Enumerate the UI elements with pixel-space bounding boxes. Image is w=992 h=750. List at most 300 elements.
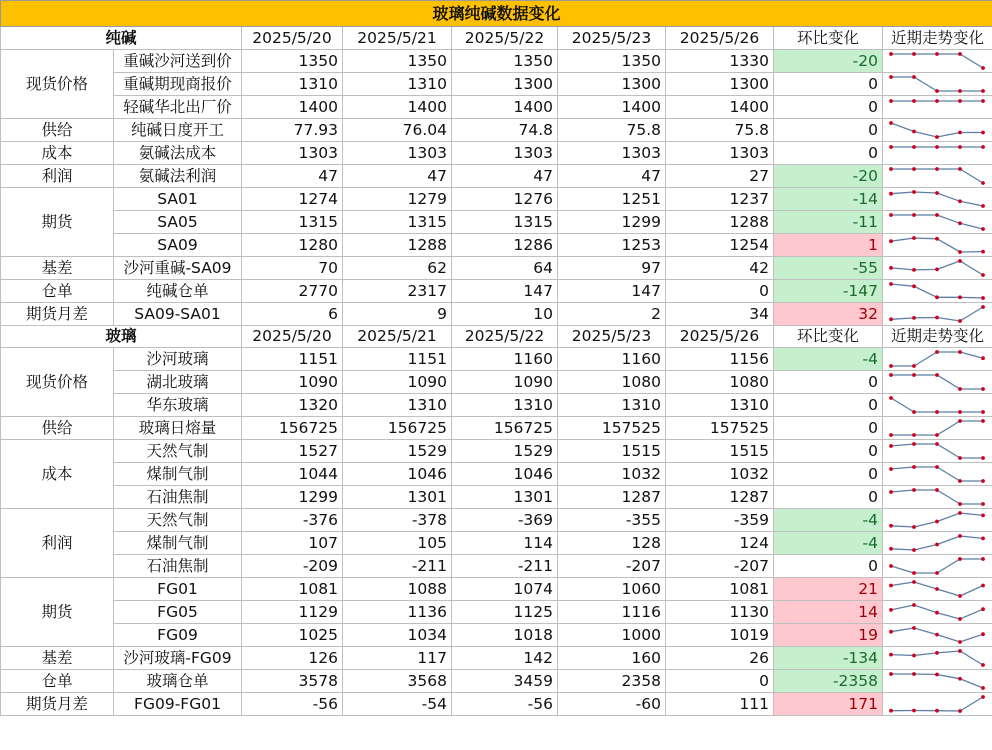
table-row bbox=[1, 440, 992, 463]
sparkline-line bbox=[891, 467, 983, 481]
sparkline-point bbox=[912, 190, 916, 194]
value-cell: 1080 bbox=[558, 371, 666, 394]
sparkline-point bbox=[889, 467, 893, 471]
category-label: 基差 bbox=[1, 256, 114, 279]
value-cell: 114 bbox=[452, 532, 558, 555]
value-cell: 27 bbox=[666, 164, 774, 187]
sparkline-point bbox=[958, 199, 962, 203]
value-cell: 1060 bbox=[558, 578, 666, 601]
category-label: 期货月差 bbox=[1, 302, 114, 325]
value-cell: -359 bbox=[666, 509, 774, 532]
value-cell: 62 bbox=[343, 256, 452, 279]
value-cell: 1130 bbox=[666, 601, 774, 624]
table-row bbox=[1, 72, 992, 95]
sparkline-point bbox=[958, 250, 962, 254]
category-label: 期货 bbox=[1, 578, 114, 647]
value-cell: 1300 bbox=[666, 72, 774, 95]
trend-sparkline bbox=[883, 440, 991, 462]
sparkline-line bbox=[891, 215, 983, 229]
change-cell: 32 bbox=[774, 302, 883, 325]
change-cell: -20 bbox=[774, 164, 883, 187]
value-cell: 9 bbox=[343, 302, 452, 325]
trend-sparkline-cell bbox=[883, 72, 992, 95]
sparkline-point bbox=[935, 99, 939, 103]
value-cell: 1301 bbox=[343, 486, 452, 509]
value-cell: 1160 bbox=[558, 348, 666, 371]
value-cell: 160 bbox=[558, 647, 666, 670]
value-cell: 1303 bbox=[666, 141, 774, 164]
value-cell: 1303 bbox=[242, 141, 343, 164]
table-row bbox=[1, 256, 992, 279]
table-row bbox=[1, 486, 992, 509]
change-cell: -11 bbox=[774, 210, 883, 233]
value-cell: -211 bbox=[343, 555, 452, 578]
value-cell: 1350 bbox=[343, 49, 452, 72]
trend-sparkline-cell bbox=[883, 463, 992, 486]
value-cell: 1310 bbox=[666, 394, 774, 417]
sparkline-point bbox=[912, 75, 916, 79]
trend-sparkline-cell bbox=[883, 141, 992, 164]
sparkline-point bbox=[912, 525, 916, 529]
sparkline-point bbox=[912, 465, 916, 469]
sparkline-point bbox=[912, 129, 916, 133]
sparkline-line bbox=[891, 559, 983, 573]
sparkline-point bbox=[912, 571, 916, 575]
sparkline-point bbox=[958, 167, 962, 171]
trend-sparkline-cell bbox=[883, 486, 992, 509]
change-cell: 0 bbox=[774, 555, 883, 578]
sparkline-point bbox=[981, 607, 985, 611]
value-cell: 1310 bbox=[343, 72, 452, 95]
trend-sparkline-cell bbox=[883, 118, 992, 141]
sparkline-point bbox=[935, 410, 939, 414]
sparkline-point bbox=[912, 672, 916, 676]
sparkline-line bbox=[891, 398, 983, 412]
sparkline-point bbox=[958, 259, 962, 263]
item-label: 湖北玻璃 bbox=[114, 371, 242, 394]
sparkline-line bbox=[891, 77, 983, 91]
value-cell: 1287 bbox=[558, 486, 666, 509]
sparkline-point bbox=[935, 433, 939, 437]
sparkline-point bbox=[981, 249, 985, 253]
category-label: 供给 bbox=[1, 118, 114, 141]
value-cell: 1529 bbox=[343, 440, 452, 463]
sparkline-point bbox=[912, 580, 916, 584]
trend-sparkline-cell bbox=[883, 164, 992, 187]
value-cell: 111 bbox=[666, 693, 774, 716]
change-cell: -14 bbox=[774, 187, 883, 210]
value-cell: 97 bbox=[558, 256, 666, 279]
trend-sparkline bbox=[883, 624, 991, 646]
value-cell: 6 bbox=[242, 302, 343, 325]
table-row bbox=[1, 532, 992, 555]
value-cell: 147 bbox=[558, 279, 666, 302]
value-cell: 1088 bbox=[343, 578, 452, 601]
sparkline-point bbox=[912, 548, 916, 552]
sparkline-point bbox=[889, 396, 893, 400]
sparkline-point bbox=[981, 686, 985, 690]
sparkline-point bbox=[889, 213, 893, 217]
trend-sparkline-cell bbox=[883, 647, 992, 670]
item-label: FG09 bbox=[114, 624, 242, 647]
item-label: 纯碱仓单 bbox=[114, 279, 242, 302]
change-cell: 0 bbox=[774, 118, 883, 141]
sparkline-point bbox=[912, 99, 916, 103]
trend-sparkline-cell bbox=[883, 693, 992, 716]
value-cell: 10 bbox=[452, 302, 558, 325]
sparkline-point bbox=[981, 557, 985, 561]
item-label: 重碱沙河送到价 bbox=[114, 49, 242, 72]
category-label: 仓单 bbox=[1, 279, 114, 302]
sparkline-point bbox=[981, 456, 985, 460]
sparkline-point bbox=[889, 364, 893, 368]
sparkline-point bbox=[912, 284, 916, 288]
sparkline-point bbox=[935, 236, 939, 240]
sparkline-point bbox=[935, 611, 939, 615]
value-cell: 1276 bbox=[452, 187, 558, 210]
trend-sparkline bbox=[883, 303, 991, 325]
value-cell: -355 bbox=[558, 509, 666, 532]
sparkline-point bbox=[912, 603, 916, 607]
sparkline-point bbox=[958, 649, 962, 653]
change-cell: 0 bbox=[774, 141, 883, 164]
sparkline-point bbox=[981, 632, 985, 636]
sparkline-point bbox=[889, 672, 893, 676]
change-cell: 0 bbox=[774, 394, 883, 417]
value-cell: 3459 bbox=[452, 670, 558, 693]
sparkline-point bbox=[981, 537, 985, 541]
value-cell: 156725 bbox=[343, 417, 452, 440]
table-row bbox=[1, 578, 992, 601]
trend-sparkline bbox=[883, 96, 991, 118]
item-label: 煤制气制 bbox=[114, 532, 242, 555]
trend-sparkline bbox=[883, 73, 991, 95]
table-row bbox=[1, 670, 992, 693]
value-cell: 2358 bbox=[558, 670, 666, 693]
value-cell: 1350 bbox=[452, 49, 558, 72]
sparkline-point bbox=[889, 99, 893, 103]
value-cell: 75.8 bbox=[666, 118, 774, 141]
sparkline-point bbox=[889, 191, 893, 195]
sparkline-point bbox=[981, 514, 985, 518]
value-cell: 1400 bbox=[558, 95, 666, 118]
sparkline-point bbox=[935, 633, 939, 637]
change-cell: -55 bbox=[774, 256, 883, 279]
value-cell: 1301 bbox=[452, 486, 558, 509]
table-row bbox=[1, 647, 992, 670]
trend-sparkline-cell bbox=[883, 279, 992, 302]
value-cell: 2770 bbox=[242, 279, 343, 302]
sparkline-point bbox=[935, 52, 939, 56]
sparkline-point bbox=[889, 282, 893, 286]
value-cell: 1515 bbox=[666, 440, 774, 463]
trend-sparkline-cell bbox=[883, 532, 992, 555]
sparkline-point bbox=[935, 673, 939, 677]
sparkline-point bbox=[981, 89, 985, 93]
table-row bbox=[1, 463, 992, 486]
trend-sparkline bbox=[883, 234, 991, 256]
sparkline-point bbox=[889, 709, 893, 713]
sparkline-point bbox=[981, 695, 985, 699]
value-cell: 1303 bbox=[452, 141, 558, 164]
value-cell: 117 bbox=[343, 647, 452, 670]
sparkline-point bbox=[958, 511, 962, 515]
sparkline-point bbox=[958, 350, 962, 354]
value-cell: 156725 bbox=[242, 417, 343, 440]
value-cell: 1515 bbox=[558, 440, 666, 463]
change-cell: 0 bbox=[774, 72, 883, 95]
trend-sparkline bbox=[883, 257, 991, 279]
sparkline-point bbox=[935, 709, 939, 713]
value-cell: 1288 bbox=[343, 233, 452, 256]
value-cell: 47 bbox=[558, 164, 666, 187]
value-cell: 157525 bbox=[666, 417, 774, 440]
sparkline-point bbox=[981, 584, 985, 588]
value-cell: -378 bbox=[343, 509, 452, 532]
value-cell: 1287 bbox=[666, 486, 774, 509]
item-label: 重碱期现商报价 bbox=[114, 72, 242, 95]
date-header: 2025/5/26 bbox=[666, 27, 774, 50]
sparkline-point bbox=[912, 145, 916, 149]
date-header: 2025/5/22 bbox=[452, 27, 558, 50]
change-cell: -147 bbox=[774, 279, 883, 302]
sparkline-line bbox=[891, 375, 983, 389]
value-cell: -60 bbox=[558, 693, 666, 716]
sparkline-point bbox=[889, 266, 893, 270]
value-cell: 74.8 bbox=[452, 118, 558, 141]
sparkline-point bbox=[935, 213, 939, 217]
category-label: 期货 bbox=[1, 187, 114, 256]
trend-sparkline-cell bbox=[883, 187, 992, 210]
value-cell: 1400 bbox=[452, 95, 558, 118]
change-cell: 0 bbox=[774, 440, 883, 463]
value-cell: 1315 bbox=[242, 210, 343, 233]
change-cell: 14 bbox=[774, 601, 883, 624]
value-cell: 1253 bbox=[558, 233, 666, 256]
title-row bbox=[1, 1, 992, 27]
sparkline-point bbox=[958, 410, 962, 414]
value-cell: 3578 bbox=[242, 670, 343, 693]
value-cell: 1400 bbox=[242, 95, 343, 118]
change-cell: 21 bbox=[774, 578, 883, 601]
trend-sparkline bbox=[883, 670, 991, 692]
value-cell: 1400 bbox=[343, 95, 452, 118]
change-cell: -4 bbox=[774, 509, 883, 532]
sparkline-line bbox=[891, 444, 983, 458]
value-cell: 26 bbox=[666, 647, 774, 670]
date-header: 2025/5/23 bbox=[558, 325, 666, 348]
item-label: 天然气制 bbox=[114, 440, 242, 463]
sparkline-point bbox=[912, 433, 916, 437]
table-row bbox=[1, 624, 992, 647]
trend-sparkline-cell bbox=[883, 394, 992, 417]
value-cell: 1151 bbox=[343, 348, 452, 371]
trend-sparkline-cell bbox=[883, 624, 992, 647]
change-header: 环比变化 bbox=[774, 27, 883, 50]
sparkline-point bbox=[958, 319, 962, 323]
table-row bbox=[1, 693, 992, 716]
sparkline-point bbox=[889, 121, 893, 125]
sparkline-point bbox=[958, 594, 962, 598]
sparkline-point bbox=[889, 52, 893, 56]
sparkline-line bbox=[891, 54, 983, 68]
sparkline-point bbox=[912, 364, 916, 368]
date-header: 2025/5/21 bbox=[343, 325, 452, 348]
trend-sparkline-cell bbox=[883, 440, 992, 463]
trend-sparkline-cell bbox=[883, 210, 992, 233]
sparkline-point bbox=[981, 227, 985, 231]
value-cell: 147 bbox=[452, 279, 558, 302]
change-cell: 19 bbox=[774, 624, 883, 647]
sparkline-point bbox=[958, 617, 962, 621]
sparkline-point bbox=[958, 387, 962, 391]
value-cell: 70 bbox=[242, 256, 343, 279]
sparkline-point bbox=[889, 608, 893, 612]
sparkline-point bbox=[935, 488, 939, 492]
trend-header: 近期走势变化 bbox=[883, 325, 992, 348]
change-cell: 171 bbox=[774, 693, 883, 716]
item-label: 天然气制 bbox=[114, 509, 242, 532]
table-row bbox=[1, 279, 992, 302]
value-cell: -209 bbox=[242, 555, 343, 578]
sparkline-point bbox=[958, 456, 962, 460]
table-row bbox=[1, 118, 992, 141]
trend-sparkline-cell bbox=[883, 233, 992, 256]
item-label: SA05 bbox=[114, 210, 242, 233]
value-cell: 47 bbox=[242, 164, 343, 187]
sparkline-point bbox=[912, 626, 916, 630]
sheet-title: 玻璃纯碱数据变化 bbox=[1, 1, 992, 27]
section-title: 纯碱 bbox=[1, 27, 242, 50]
item-label: 玻璃日熔量 bbox=[114, 417, 242, 440]
trend-sparkline-cell bbox=[883, 348, 992, 371]
sparkline-point bbox=[981, 502, 985, 506]
value-cell: 77.93 bbox=[242, 118, 343, 141]
table-row bbox=[1, 95, 992, 118]
trend-sparkline bbox=[883, 188, 991, 210]
trend-sparkline-cell bbox=[883, 371, 992, 394]
value-cell: 1034 bbox=[343, 624, 452, 647]
item-label: SA09 bbox=[114, 233, 242, 256]
item-label: 玻璃仓单 bbox=[114, 670, 242, 693]
sparkline-point bbox=[981, 181, 985, 185]
value-cell: 1025 bbox=[242, 624, 343, 647]
value-cell: 47 bbox=[452, 164, 558, 187]
category-label: 供给 bbox=[1, 417, 114, 440]
value-cell: 1129 bbox=[242, 601, 343, 624]
value-cell: 1046 bbox=[343, 463, 452, 486]
sparkline-point bbox=[912, 373, 916, 377]
value-cell: 1303 bbox=[343, 141, 452, 164]
date-header: 2025/5/21 bbox=[343, 27, 452, 50]
value-cell: 1251 bbox=[558, 187, 666, 210]
value-cell: 1125 bbox=[452, 601, 558, 624]
sparkline-point bbox=[935, 543, 939, 547]
table-row bbox=[1, 371, 992, 394]
sparkline-point bbox=[889, 239, 893, 243]
value-cell: 1116 bbox=[558, 601, 666, 624]
sparkline-point bbox=[958, 221, 962, 225]
sparkline-point bbox=[889, 433, 893, 437]
section-header-row bbox=[1, 325, 992, 348]
sparkline-point bbox=[958, 99, 962, 103]
category-label: 成本 bbox=[1, 440, 114, 509]
value-cell: 1090 bbox=[452, 371, 558, 394]
sparkline-point bbox=[889, 317, 893, 321]
value-cell: 1300 bbox=[452, 72, 558, 95]
trend-sparkline-cell bbox=[883, 49, 992, 72]
sparkline-point bbox=[981, 99, 985, 103]
item-label: FG01 bbox=[114, 578, 242, 601]
value-cell: 1315 bbox=[343, 210, 452, 233]
value-cell: 1136 bbox=[343, 601, 452, 624]
trend-sparkline-cell bbox=[883, 670, 992, 693]
trend-sparkline-cell bbox=[883, 302, 992, 325]
value-cell: 1529 bbox=[452, 440, 558, 463]
value-cell: 142 bbox=[452, 647, 558, 670]
trend-sparkline bbox=[883, 348, 991, 370]
trend-sparkline bbox=[883, 578, 991, 600]
sparkline-point bbox=[935, 145, 939, 149]
category-label: 现货价格 bbox=[1, 348, 114, 417]
table-row bbox=[1, 210, 992, 233]
sparkline-point bbox=[935, 373, 939, 377]
sparkline-point bbox=[912, 709, 916, 713]
value-cell: 75.8 bbox=[558, 118, 666, 141]
value-cell: -369 bbox=[452, 509, 558, 532]
value-cell: 1081 bbox=[242, 578, 343, 601]
sparkline-point bbox=[981, 387, 985, 391]
sparkline-point bbox=[981, 66, 985, 70]
change-cell: 1 bbox=[774, 233, 883, 256]
sparkline-point bbox=[935, 571, 939, 575]
sparkline-point bbox=[981, 204, 985, 208]
value-cell: 156725 bbox=[452, 417, 558, 440]
category-label: 基差 bbox=[1, 647, 114, 670]
change-header: 环比变化 bbox=[774, 325, 883, 348]
sparkline-point bbox=[889, 524, 893, 528]
sparkline-point bbox=[935, 135, 939, 139]
table-row bbox=[1, 302, 992, 325]
trend-sparkline-cell bbox=[883, 555, 992, 578]
sparkline-point bbox=[935, 520, 939, 524]
trend-sparkline bbox=[883, 463, 991, 485]
value-cell: 47 bbox=[343, 164, 452, 187]
sparkline-point bbox=[958, 557, 962, 561]
value-cell: -56 bbox=[242, 693, 343, 716]
sparkline-point bbox=[935, 267, 939, 271]
sparkline-point bbox=[912, 52, 916, 56]
change-cell: 0 bbox=[774, 417, 883, 440]
item-label: 石油焦制 bbox=[114, 486, 242, 509]
value-cell: 1237 bbox=[666, 187, 774, 210]
sparkline-point bbox=[958, 709, 962, 713]
value-cell: 105 bbox=[343, 532, 452, 555]
sparkline-line bbox=[891, 421, 983, 435]
trend-sparkline bbox=[883, 532, 991, 554]
sparkline-point bbox=[958, 130, 962, 134]
sparkline-point bbox=[981, 419, 985, 423]
value-cell: 1527 bbox=[242, 440, 343, 463]
value-cell: 1280 bbox=[242, 233, 343, 256]
sparkline-point bbox=[935, 315, 939, 319]
change-cell: 0 bbox=[774, 463, 883, 486]
value-cell: 1320 bbox=[242, 394, 343, 417]
trend-sparkline bbox=[883, 394, 991, 416]
value-cell: 1286 bbox=[452, 233, 558, 256]
change-cell: 0 bbox=[774, 371, 883, 394]
sparkline-point bbox=[889, 584, 893, 588]
